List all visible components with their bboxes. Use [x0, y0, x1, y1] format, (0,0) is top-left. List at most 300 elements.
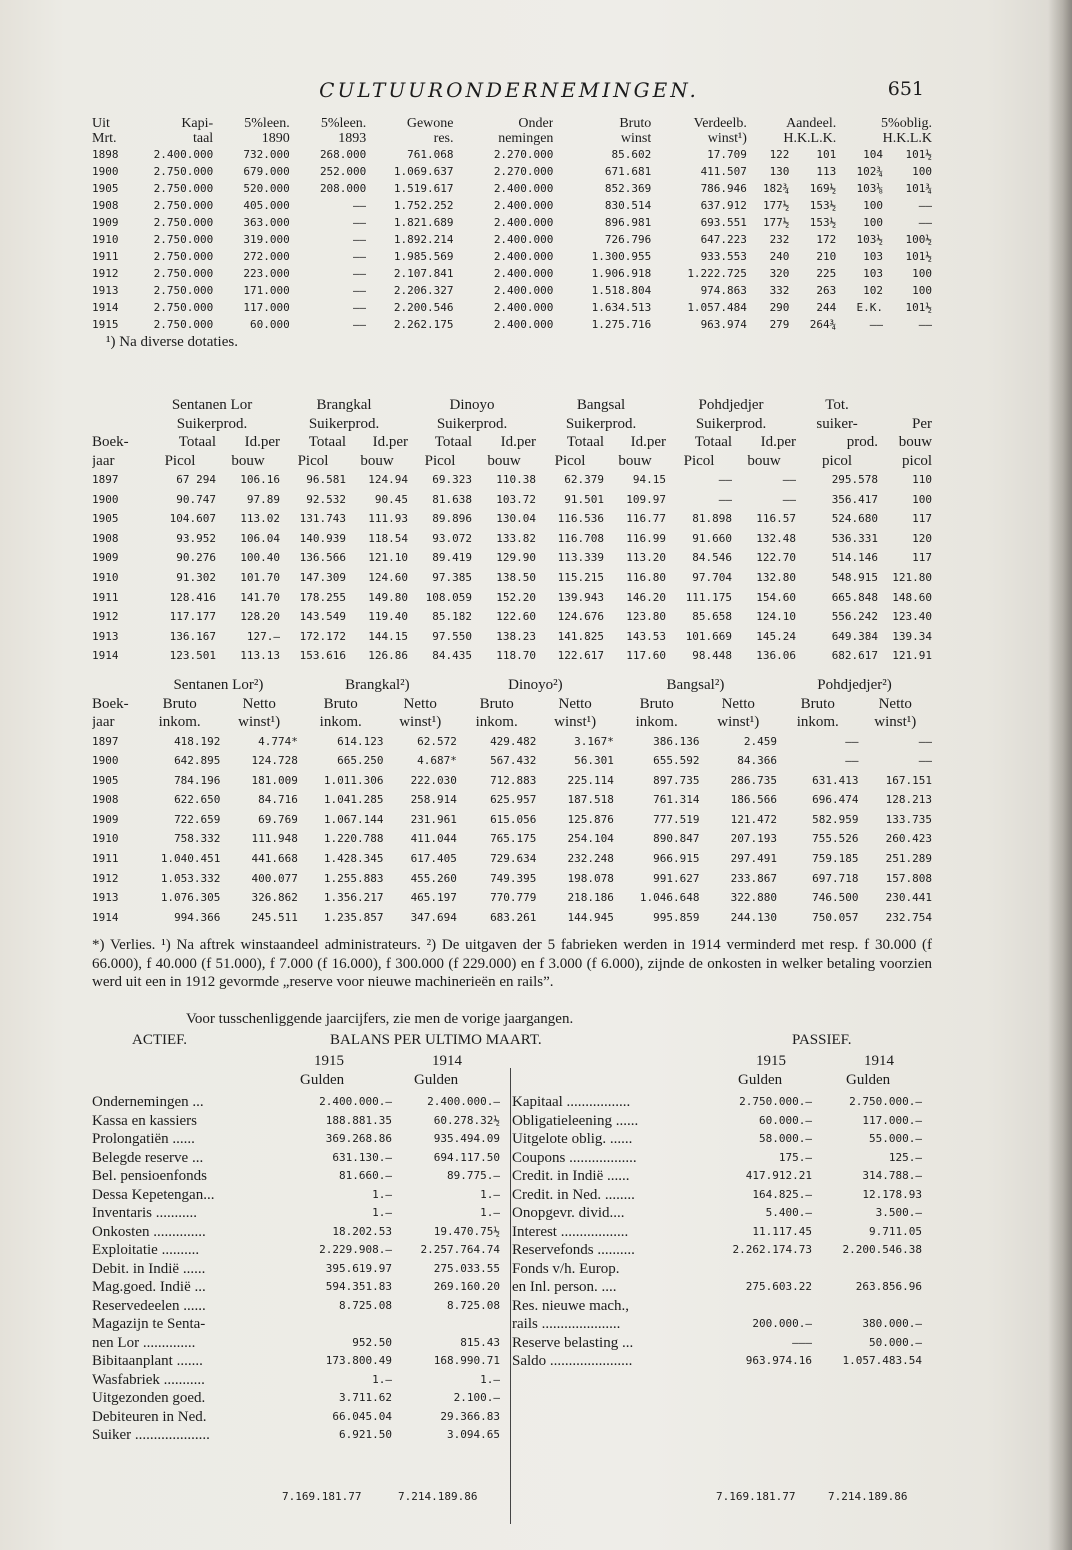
table3-cell: 429.482	[490, 734, 537, 748]
table2-cell: 94.15	[632, 473, 667, 486]
table3-header-cell: Bruto	[162, 695, 197, 712]
actief-label: Dessa Kepetengan...	[92, 1186, 215, 1203]
table2-cell: 1897	[92, 473, 119, 486]
table3-cell: 1900	[92, 754, 119, 768]
table3-cell: 230.441	[885, 891, 932, 905]
table2-cell: ——	[782, 492, 797, 506]
passief-label: Reservefonds ..........	[512, 1242, 635, 1258]
passief-label: rails .....................	[512, 1316, 621, 1332]
table1-cell: 2.750.000	[153, 301, 214, 314]
actief-row	[92, 1112, 500, 1131]
table1-cell: 223.000	[243, 267, 290, 280]
passief-value-1915: 175.—	[778, 1150, 812, 1164]
table1-cell: 2.750.000	[153, 199, 214, 212]
table2-header-row-2	[92, 415, 932, 434]
table3-cell: 322.880	[730, 891, 777, 905]
table2-cell: 141.70	[240, 590, 281, 604]
table1-cell: 2.270.000	[493, 148, 554, 161]
table3-cell: 1911	[92, 852, 119, 866]
table1-cell: ——	[353, 233, 367, 246]
table3-cell: 455.260	[410, 871, 457, 885]
table1-cell: 1.985.569	[393, 250, 454, 263]
table2-cell: 92.532	[306, 492, 347, 506]
table2-cell: 154.60	[756, 590, 797, 604]
table2-cell: 116.77	[626, 512, 667, 526]
passief-label: Saldo ......................	[512, 1353, 633, 1369]
table1-cell: 1910	[92, 233, 119, 246]
actief-year-1914: 1914	[432, 1053, 462, 1069]
table1-cell: 761.068	[407, 148, 454, 161]
table1-header-cell: Uit	[92, 116, 110, 131]
table2-row	[92, 490, 932, 510]
actief-label: Bibitaanplant .......	[92, 1353, 203, 1369]
table1-header-cell: Verdeelb.	[693, 116, 747, 131]
table1-cell: 101	[816, 148, 837, 161]
table2-cell: 100	[912, 492, 933, 506]
passief-table	[512, 1093, 922, 1371]
table2-cell: 1910	[92, 570, 119, 584]
table1-cell: 830.514	[604, 199, 652, 212]
table3-cell: 441.668	[251, 852, 298, 866]
actief-value-1914: 269.160.20	[433, 1280, 500, 1293]
table1-cell: 100	[912, 267, 932, 280]
table1-row	[92, 180, 932, 197]
table2-header-cell: Picol	[554, 452, 586, 469]
table2-header-cell: Pohdjedjer	[698, 397, 764, 413]
table3-cell: 696.474	[812, 793, 859, 807]
table2-header-cell: bouw	[747, 452, 781, 469]
passief-value-1914	[812, 1297, 922, 1316]
table2-cell: 100.40	[240, 551, 281, 565]
table2-cell: 129.90	[496, 551, 537, 565]
table2-cell: 113.339	[557, 551, 605, 565]
table1-cell: 2.200.546	[393, 301, 454, 314]
table1-cell: 2.400.000	[493, 318, 554, 331]
table2-cell: 84.435	[432, 649, 473, 663]
table2-cell: 117.60	[626, 649, 667, 663]
table1-header-cell: H.K.L.K	[882, 131, 932, 146]
table2-cell: 124.10	[756, 610, 797, 624]
reference-note: Voor tusschenliggende jaarcijfers, zie men de vorige jaargangen.	[186, 1011, 574, 1027]
table3-cell: ——	[918, 734, 932, 748]
table1-cell: 1.821.689	[393, 216, 454, 229]
passief-value-1915	[708, 1297, 812, 1316]
table2-cell: 97.550	[432, 629, 473, 643]
table2-cell: 85.182	[432, 610, 473, 624]
actief-row	[92, 1186, 500, 1205]
actief-row	[92, 1297, 500, 1316]
table2-header-cell: Picol	[683, 452, 715, 469]
table1-header-row-2	[92, 131, 932, 146]
passief-row	[512, 1186, 922, 1205]
table2-header-cell: bouw	[898, 434, 933, 450]
table1-cell: 1909	[92, 216, 119, 229]
actief-row	[92, 1130, 500, 1149]
table2-header-cell: Bangsal	[576, 397, 626, 413]
table3-cell: 631.413	[812, 773, 859, 787]
table1-cell: 113	[816, 165, 837, 178]
table2-cell: 136.06	[756, 649, 797, 663]
table3-cell: 231.961	[410, 812, 457, 826]
table1-row	[92, 316, 932, 333]
table3-cell: 665.250	[337, 754, 384, 768]
actief-value-1914: 19.470.75½	[433, 1224, 500, 1238]
table1-cell: 2.400.000	[493, 250, 554, 263]
table1-row	[92, 299, 932, 316]
table2-cell: 124.94	[368, 473, 409, 486]
table2-cell: 1912	[92, 610, 119, 624]
table2-cell: 116.708	[557, 531, 605, 545]
actief-value-1915: 2.229.908.—	[319, 1243, 392, 1256]
table3-cell: 167.151	[885, 773, 932, 787]
table1-cell: 130	[769, 165, 790, 178]
actief-row	[92, 1149, 500, 1168]
table1-cell: 225	[816, 267, 837, 280]
table1-cell: 263	[816, 284, 837, 297]
table2-cell: 111.175	[685, 590, 733, 604]
table2-cell: 514.146	[831, 551, 879, 565]
passief-row	[512, 1112, 922, 1131]
table2-cell: 106.16	[240, 473, 281, 486]
table3-cell: 761.314	[653, 793, 700, 807]
table2-section	[92, 396, 932, 666]
table2-cell: 130.04	[496, 512, 537, 526]
table1-cell: 637.912	[700, 199, 747, 212]
table2-header-cell: jaar	[92, 452, 115, 469]
table2-header-cell: Id.per	[630, 434, 667, 450]
table2-header-cell: picol	[822, 452, 853, 469]
table2-header-cell: Sentanen Lor	[171, 397, 253, 413]
table3-cell: 232.754	[885, 910, 932, 924]
actief-value-1915: 1.—	[372, 1187, 392, 1201]
table2-cell: 97.89	[246, 492, 281, 506]
table3-cell: 254.104	[567, 832, 614, 846]
table1-cell: 2.400.000	[493, 301, 554, 314]
table2-cell: 126.86	[368, 649, 409, 663]
table3-cell: 722.659	[174, 812, 221, 826]
actief-value-1915: 3.711.62	[339, 1391, 392, 1404]
table3-header-cell: Brangkal²)	[345, 677, 410, 693]
table3-cell: 770.779	[490, 891, 537, 905]
table2-header-cell: Totaal	[308, 434, 347, 450]
table2-row	[92, 607, 932, 627]
table1-cell: 2.400.000	[493, 199, 554, 212]
table1-cell: 1.634.513	[591, 301, 652, 314]
actief-row	[92, 1352, 500, 1371]
table1-cell: 101½	[905, 301, 932, 314]
table3-cell: 614.123	[337, 734, 384, 748]
table2-cell: 1913	[92, 629, 119, 643]
table2-cell: 89.419	[432, 551, 473, 565]
table2-header-cell: Suikerprod.	[695, 415, 767, 432]
actief-value-1915: 18.202.53	[332, 1224, 392, 1238]
table2-header-cell: Per	[912, 415, 933, 432]
table3-header-cell: Netto	[242, 695, 276, 712]
table2-cell: 91.660	[692, 531, 733, 545]
table3-cell: 286.735	[730, 773, 777, 787]
passief-row	[512, 1167, 922, 1186]
table2-cell: 153.616	[299, 649, 347, 663]
table3-header-cell: winst¹)	[238, 714, 281, 730]
table3-header-cell: Bruto	[639, 695, 674, 712]
table2-cell: ——	[782, 473, 797, 486]
passief-row	[512, 1241, 922, 1260]
table3-cell: 411.044	[410, 832, 457, 846]
table2-header-cell: Suikerprod.	[176, 415, 248, 432]
table3-cell: 1913	[92, 891, 119, 905]
table3-cell: 1.041.285	[323, 793, 384, 807]
table2-cell: 1908	[92, 531, 119, 545]
page-edge-shadow	[1048, 0, 1072, 1550]
actief-value-1914: 694.117.50	[433, 1150, 500, 1164]
table2-cell: 138.23	[496, 629, 537, 643]
table2-cell: 556.242	[831, 610, 879, 624]
passief-label: en Inl. person. ....	[512, 1279, 617, 1295]
actief-value-1914: 815.43	[460, 1335, 500, 1349]
table2	[92, 396, 932, 666]
table1-cell: 182¾	[762, 182, 790, 195]
table3-cell: 1908	[92, 793, 119, 807]
table1-cell: 1900	[92, 165, 119, 178]
footnote-text: *) Verlies. ¹) Na aftrek winstaandeel administrateurs. ²) De uitgaven der 5 fabrieken werden in 1914 verminderd met resp. f 30.000 (f 66.000), f 40.000 (f 51.000), f 7.000 (f 16.000), f 300.000 (f 229.000) en f 3.000 (f 6.000), zijnde de onkosten in welker betaling voorzien werd uit een in 1912 gevormde „reserve voor nieuwe machinerieën en rails”.	[92, 937, 932, 990]
table1-header-cell: Bruto	[619, 116, 652, 131]
table2-cell: 62.379	[564, 473, 605, 486]
table2-row	[92, 568, 932, 588]
table1-cell: ——	[353, 250, 367, 263]
table3-header-cell: Sentanen Lor²)	[173, 677, 264, 693]
table2-cell: 115.215	[557, 570, 605, 584]
table2-cell: 128.416	[169, 590, 216, 604]
table3-cell: 1912	[92, 871, 119, 885]
table3-cell: 1.220.788	[323, 832, 384, 846]
table1-cell: 101½	[905, 250, 932, 263]
table1-row	[92, 163, 932, 180]
table1-cell: ——	[353, 199, 367, 212]
table3-header-cell: Netto	[403, 695, 437, 712]
passief-value-1914: 314.788.—	[862, 1169, 922, 1182]
table2-cell: 118.54	[368, 531, 409, 545]
table2-cell: 548.915	[831, 570, 879, 584]
table3-header-cell: winst¹)	[874, 714, 917, 730]
table1-cell: 852.369	[604, 182, 652, 195]
table1-cell: 1.275.716	[591, 318, 652, 331]
table1-row	[92, 214, 932, 231]
passief-label: Onopgevr. divid....	[512, 1205, 625, 1221]
table2-cell: 152.20	[496, 590, 537, 604]
table3-cell: 121.472	[730, 812, 777, 826]
table1-cell: 2.400.000	[493, 182, 554, 195]
actief-value-1914: 1.—	[480, 1187, 500, 1201]
table3-cell: 186.566	[730, 793, 777, 807]
table3-cell: 1897	[92, 734, 119, 748]
table1-row	[92, 282, 932, 299]
passief-unit-1914: Gulden	[846, 1072, 891, 1088]
table2-row	[92, 627, 932, 647]
table3-header-cell: Netto	[878, 695, 912, 712]
table2-header-cell: bouw	[487, 452, 521, 469]
passief-label: Uitgelote oblig. ......	[512, 1131, 633, 1147]
table3-cell: 418.192	[174, 734, 221, 748]
table3-header-cell: Netto	[558, 695, 592, 712]
table2-cell: 128.20	[240, 610, 281, 624]
table3-header-cell: jaar	[92, 714, 115, 730]
table1-cell: 693.551	[700, 216, 747, 229]
table3-cell: 111.948	[251, 832, 298, 846]
table3-cell: 758.332	[174, 832, 221, 846]
table3-cell: 622.650	[174, 793, 221, 807]
table1-cell: 2.400.000	[493, 233, 554, 246]
table2-cell: 131.743	[299, 512, 347, 526]
table2-cell: 81.638	[432, 492, 473, 506]
table2-header-cell: Totaal	[178, 434, 216, 450]
actief-label: Belegde reserve ...	[92, 1149, 204, 1166]
actief-value-1915: 1.—	[372, 1206, 392, 1219]
table2-cell: 147.309	[299, 570, 347, 584]
table1-cell: 363.000	[243, 216, 290, 229]
table3-cell: 218.186	[567, 891, 614, 905]
table3-header-cell: Dinoyo²)	[508, 677, 563, 693]
table2-header-cell: Id.per	[372, 434, 409, 450]
table2-header-cell	[878, 396, 932, 415]
table2-cell: 117.177	[169, 610, 216, 624]
table2-cell: 121.91	[892, 649, 933, 663]
actief-value-1915: 8.725.08	[339, 1298, 392, 1312]
table3	[92, 676, 932, 927]
table1-cell: 2.750.000	[153, 318, 214, 331]
table2-cell: 1905	[92, 512, 119, 526]
table3-cell: 1.067.144	[323, 812, 384, 826]
table2-cell: 144.15	[368, 629, 409, 643]
table1-header-cell: H.K.L.K.	[783, 131, 837, 146]
table3-header-cell: winst¹)	[554, 714, 597, 730]
table1-cell: 60.000	[250, 318, 290, 331]
passief-value-1914: 12.178.93	[862, 1187, 922, 1201]
page-title: CULTUURONDERNEMINGEN.	[319, 78, 699, 102]
table3-cell: 683.261	[490, 910, 537, 924]
actief-label: ACTIEF.	[132, 1032, 188, 1048]
table3-header-row-1	[92, 676, 932, 695]
passief-value-1914: 2.750.000.—	[849, 1095, 922, 1108]
table1-cell: 319.000	[243, 233, 290, 246]
table2-cell: 1914	[92, 649, 119, 663]
table1-cell: 1.892.214	[393, 233, 454, 246]
table3-row	[92, 732, 932, 752]
actief-value-1914: 1.—	[480, 1206, 500, 1219]
table1-cell: 520.000	[243, 182, 290, 195]
passief-value-1915: 58.000.—	[759, 1132, 812, 1145]
table1-row	[92, 146, 932, 163]
actief-unit-1915: Gulden	[300, 1072, 345, 1088]
table3-cell: 225.114	[567, 773, 614, 787]
table1-cell: 679.000	[243, 165, 290, 178]
passief-value-1915: 275.603.22	[745, 1280, 812, 1293]
table2-cell: 90.45	[374, 492, 409, 506]
table3-header-cell: Bangsal²)	[666, 677, 725, 693]
actief-total-1914: 7.214.189.86	[398, 1490, 478, 1503]
table3-header-cell: Bruto	[800, 695, 835, 712]
balance-title: BALANS PER ULTIMO MAART.	[330, 1032, 542, 1048]
table1-cell: 104	[863, 148, 883, 161]
table3-header-cell: Bruto	[323, 695, 358, 712]
actief-value-1915	[292, 1315, 392, 1334]
table1-cell: 933.553	[700, 250, 747, 263]
table3-header-cell	[92, 676, 139, 695]
table3-row	[92, 810, 932, 830]
actief-value-1915: 631.130.—	[332, 1150, 392, 1164]
table1-cell: 2.750.000	[153, 182, 214, 195]
table2-cell: 85.658	[692, 610, 733, 624]
table1-cell: 963.974	[700, 318, 747, 331]
table2-cell: 97.704	[692, 570, 733, 584]
table2-cell: 133.82	[496, 531, 537, 545]
table1-cell: 85.602	[611, 148, 652, 161]
table1-cell: 100½	[905, 233, 932, 246]
table1-cell: 17.709	[707, 148, 747, 161]
table2-header-cell: bouw	[231, 452, 265, 469]
table1-cell: 100	[912, 165, 932, 178]
actief-value-1914: 2.257.764.74	[420, 1243, 500, 1256]
passief-value-1915: 164.825.—	[752, 1187, 812, 1201]
table3-cell: 56.301	[574, 754, 614, 768]
table2-cell: 356.417	[831, 492, 879, 506]
table2-header-cell: Id.per	[244, 434, 281, 450]
actief-value-1914: 1.—	[480, 1372, 500, 1386]
passief-row	[512, 1278, 922, 1297]
table1-header-cell: Gewone	[406, 116, 454, 131]
table3-cell: 386.136	[653, 734, 700, 748]
table3-cell: ——	[918, 754, 932, 768]
table3-cell: 617.405	[410, 852, 457, 866]
table3-cell: 3.167*	[574, 734, 614, 748]
table2-cell: 124.60	[368, 570, 409, 584]
table2-cell: 120	[912, 531, 933, 545]
table1-cell: 320	[769, 267, 790, 280]
passief-label: Kapitaal .................	[512, 1094, 631, 1110]
table2-cell: 139.943	[557, 590, 605, 604]
table3-cell: 995.859	[653, 910, 700, 924]
table2-cell: 139.34	[892, 629, 933, 643]
table2-cell: 178.255	[299, 590, 347, 604]
table3-cell: 222.030	[410, 773, 457, 787]
table2-cell: 96.581	[306, 473, 347, 486]
table2-cell: 524.680	[831, 512, 879, 526]
table1-header-cell: 5%leen.	[244, 116, 290, 131]
table3-header-cell: inkom.	[635, 714, 678, 730]
table1-cell: 1898	[92, 148, 119, 161]
table1-header-cell: 1893	[338, 131, 367, 146]
passief-row	[512, 1352, 922, 1371]
table3-cell: 729.634	[490, 852, 537, 866]
passief-value-1915	[708, 1260, 812, 1279]
passief-label: Obligatieleening ......	[512, 1112, 639, 1129]
table2-header-row-4	[92, 452, 932, 471]
table2-header-cell: Suikerprod.	[308, 415, 380, 432]
passief-value-1914: 55.000.—	[869, 1132, 922, 1145]
passief-value-1915: 2.750.000.—	[739, 1095, 812, 1108]
table2-cell: 123.501	[169, 649, 216, 663]
actief-label: Inventaris ...........	[92, 1205, 197, 1221]
table2-header-cell: Brangkal	[316, 397, 372, 413]
table3-header-cell: Netto	[721, 695, 755, 712]
actief-row	[92, 1426, 500, 1445]
actief-value-1915: 6.921.50	[339, 1428, 392, 1441]
table2-cell: 119.40	[368, 610, 409, 624]
passief-value-1914: 50.000.—	[869, 1335, 922, 1349]
table2-cell: 136.566	[299, 551, 347, 565]
table2-cell: 90.276	[176, 551, 216, 565]
table1-cell: 100	[863, 216, 883, 229]
table3-cell: 400.077	[251, 871, 298, 885]
